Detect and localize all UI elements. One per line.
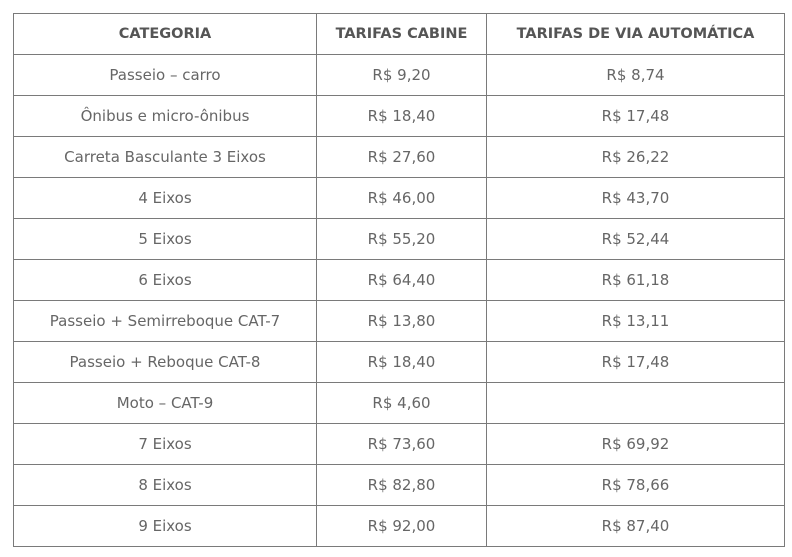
table-row <box>14 506 785 547</box>
table-row <box>14 137 785 178</box>
auto-lane-fare-cell: R$ 17,48 <box>487 342 785 383</box>
toll-table <box>13 13 785 547</box>
category-cell: 7 Eixos <box>14 424 317 465</box>
cabin-fare-cell: R$ 9,20 <box>317 55 487 96</box>
auto-lane-fare-cell: R$ 69,92 <box>487 424 785 465</box>
header-categoria: CATEGORIA <box>14 14 317 55</box>
auto-lane-fare-cell: R$ 26,22 <box>487 137 785 178</box>
table-row <box>14 55 785 96</box>
category-cell: Moto – CAT-9 <box>14 383 317 424</box>
category-cell: Carreta Basculante 3 Eixos <box>14 137 317 178</box>
table-row <box>14 260 785 301</box>
cabin-fare-cell: R$ 55,20 <box>317 219 487 260</box>
auto-lane-fare-cell: R$ 61,18 <box>487 260 785 301</box>
category-cell: Passeio + Semirreboque CAT-7 <box>14 301 317 342</box>
auto-lane-fare-cell: R$ 8,74 <box>487 55 785 96</box>
category-cell: Passeio + Reboque CAT-8 <box>14 342 317 383</box>
cabin-fare-cell: R$ 13,80 <box>317 301 487 342</box>
auto-lane-fare-cell: R$ 43,70 <box>487 178 785 219</box>
table-row <box>14 301 785 342</box>
table-row <box>14 465 785 506</box>
header-row <box>14 14 785 55</box>
header-tarifas-cabine: TARIFAS CABINE <box>317 14 487 55</box>
cabin-fare-cell: R$ 18,40 <box>317 96 487 137</box>
cabin-fare-cell: R$ 18,40 <box>317 342 487 383</box>
table-row <box>14 96 785 137</box>
auto-lane-fare-cell: R$ 13,11 <box>487 301 785 342</box>
category-cell: Ônibus e micro-ônibus <box>14 96 317 137</box>
cabin-fare-cell: R$ 27,60 <box>317 137 487 178</box>
table-row <box>14 178 785 219</box>
header-tarifas-via-automatica: TARIFAS DE VIA AUTOMÁTICA <box>487 14 785 55</box>
table-row <box>14 342 785 383</box>
category-cell: 5 Eixos <box>14 219 317 260</box>
category-cell: 6 Eixos <box>14 260 317 301</box>
table-row <box>14 383 785 424</box>
category-cell: Passeio – carro <box>14 55 317 96</box>
category-cell: 4 Eixos <box>14 178 317 219</box>
cabin-fare-cell: R$ 73,60 <box>317 424 487 465</box>
category-cell: 9 Eixos <box>14 506 317 547</box>
auto-lane-fare-cell: R$ 78,66 <box>487 465 785 506</box>
cabin-fare-cell: R$ 46,00 <box>317 178 487 219</box>
table-row <box>14 424 785 465</box>
cabin-fare-cell: R$ 92,00 <box>317 506 487 547</box>
cabin-fare-cell: R$ 4,60 <box>317 383 487 424</box>
auto-lane-fare-cell <box>487 383 785 424</box>
auto-lane-fare-cell: R$ 52,44 <box>487 219 785 260</box>
cabin-fare-cell: R$ 82,80 <box>317 465 487 506</box>
auto-lane-fare-cell: R$ 87,40 <box>487 506 785 547</box>
table-row <box>14 219 785 260</box>
cabin-fare-cell: R$ 64,40 <box>317 260 487 301</box>
category-cell: 8 Eixos <box>14 465 317 506</box>
auto-lane-fare-cell: R$ 17,48 <box>487 96 785 137</box>
